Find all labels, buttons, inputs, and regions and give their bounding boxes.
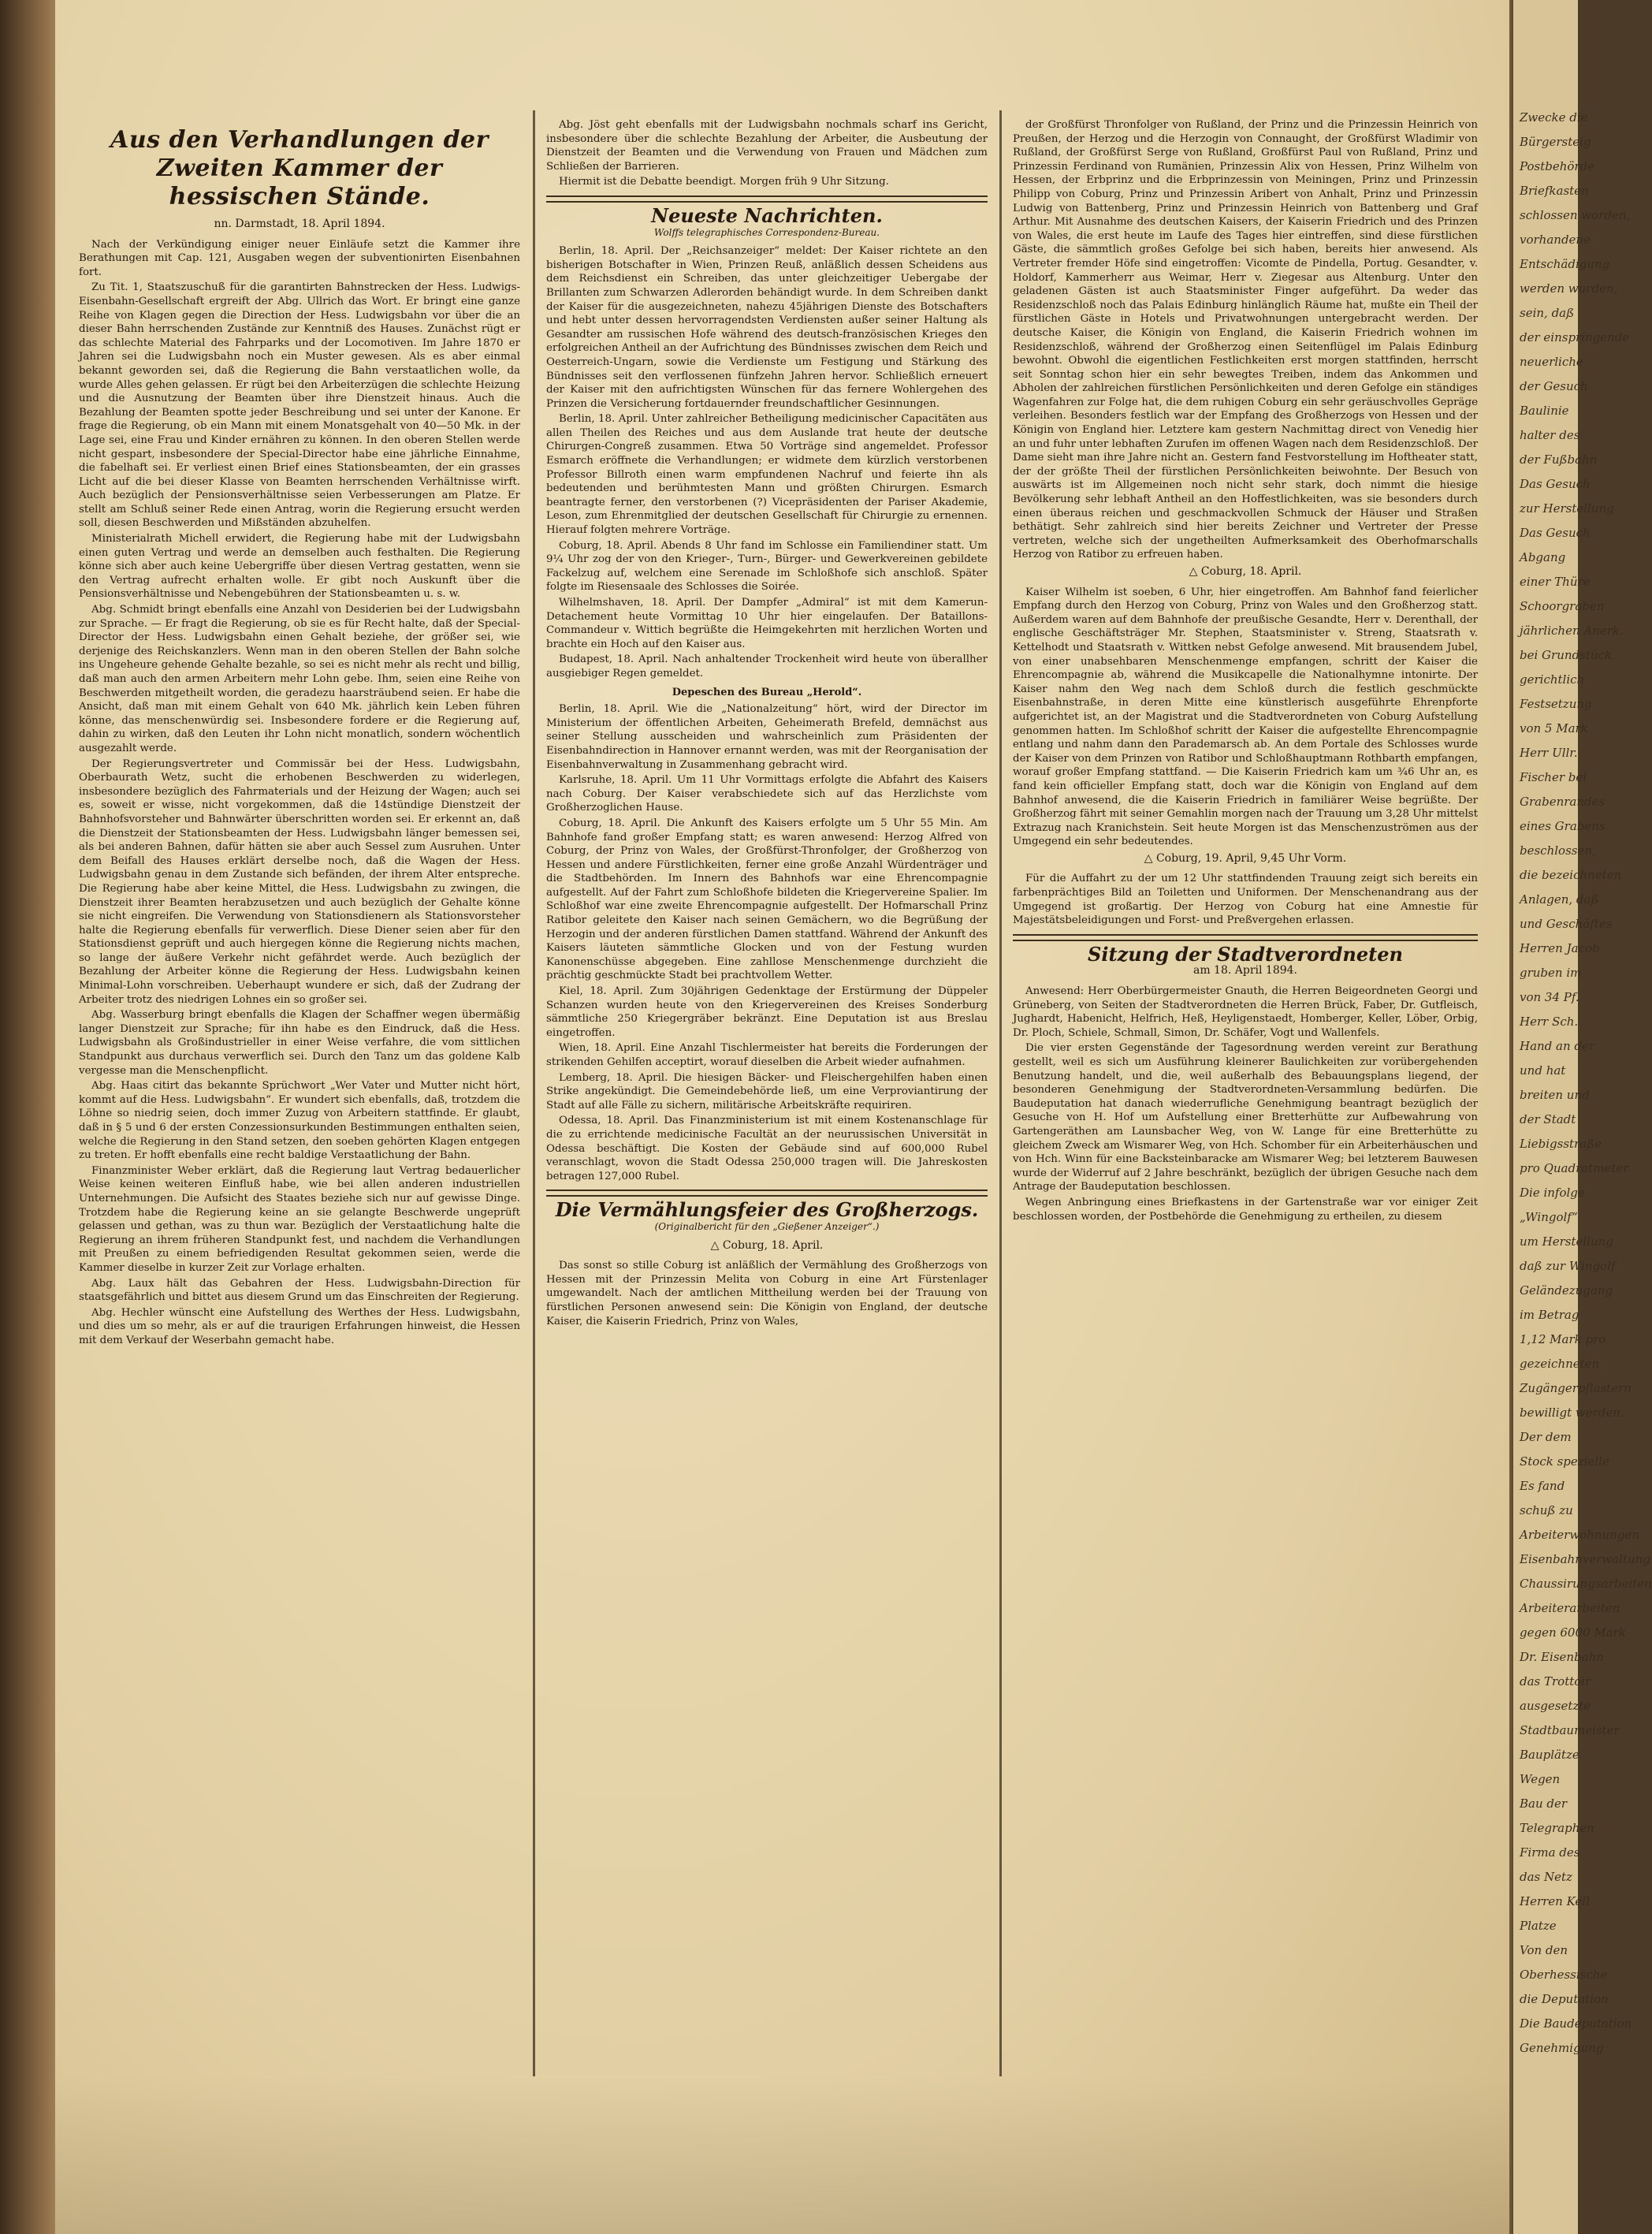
next-page-fragment: neuerliche (1520, 355, 1583, 369)
next-page-fragment: der einspringende (1520, 330, 1630, 344)
news-item: Wilhelmshaven, 18. April. Der Dampfer „Admiral“ ist mit dem Kamerun-Detachement heute Vormittag 10 Uhr hier eingelaufen. Der Bataillons-Commandeur v. Wittich begrüßte die Heimgekehrten mit herzlichen Worten und brachte ein Hoch auf den Kaiser aus. (546, 597, 988, 650)
next-page-fragment: gegen 6000 Mark (1520, 1625, 1626, 1640)
next-page-fragment: werden wurden, (1520, 281, 1618, 296)
section-sub-wedding: (Originalbericht für den „Gießener Anzeiger“.) (654, 1220, 880, 1232)
next-page-fragment: im Betrag (1520, 1308, 1579, 1322)
next-page-fragment: Telegraphen (1520, 1821, 1594, 1835)
next-page-fragment: der Fußbahn (1520, 452, 1598, 467)
article-paragraph: Abg. Schmidt bringt ebenfalls eine Anzahl von Desiderien bei der Ludwigsbahn zur Sprache. — Er fragt die Regierung, ob sie es für Recht halte, daß der Special-Director der Hess. Ludwigsbahn einen Gehalt beziehe, der größer sei, wie derjenige des Reichskanzlers. Wenn man in den oberen Stellen der Bahn solche ins Ungeheure gehende Gehalte bezahle, so sei es nicht mehr als recht und billig, daß man auch den armen Arbeitern mehr Lohn gebe. Ihm, seien eine Reihe von Beschwerden mitgetheilt worden, die geradezu haarsträubend seien. Er habe die Ansicht, daß man mit einem Gehalt von 640 Mk. jährlich kein Leben führen könne, das menschenwürdig sei. Insbesondere fordere er die Regierung auf, dahin zu wirken, daß den Leuten ihr Lohn nicht monatlich, sondern wöchentlich ausgezahlt werde. (79, 604, 520, 754)
council-paragraph: Wegen Anbringung eines Briefkastens in der Gartenstraße war vor einiger Zeit beschlossen worden, der Postbehörde die Genehmigung zu ertheilen, zu diesem (1013, 1196, 1478, 1223)
next-page-fragment: Von den (1520, 1943, 1568, 1957)
next-page-fragment: Firma des (1520, 1845, 1580, 1860)
dispatch-item: Berlin, 18. April. Wie die „Nationalzeitung“ hört, wird der Director im Ministerium der öffentlichen Arbeiten, Geheimerath Brefeld, demnächst aus seiner Stellung ausscheiden und wahrscheinlich zum Präsidenten der Eisenbahndirection in Hannover ernannt werden, was mit der Reorganisation der Eisenbahnverwaltung in Zusammenhang gebracht wird. (546, 703, 988, 771)
article-paragraph: Nach der Verkündigung einiger neuer Einläufe setzt die Kammer ihre Berathungen mit Cap. 121, Ausgaben wegen der subventionirten Eisenbahnen fort. (79, 238, 520, 278)
next-page-fragment: Genehmigung (1520, 2041, 1604, 2055)
headline-chamber: Aus den Verhandlungen der Zweiten Kammer der hessischen Stände. (110, 126, 489, 210)
next-page-fragment: daß zur Wingolf (1520, 1259, 1616, 1273)
next-page-fragment: Die infolge (1520, 1186, 1585, 1200)
next-page-fragment: Stadtbaumeister (1520, 1723, 1620, 1737)
adjacent-page-edge (1512, 0, 1652, 2234)
next-page-fragment: von 34 Pf. (1520, 990, 1579, 1004)
dispatch-item: Wien, 18. April. Eine Anzahl Tischlermeister hat bereits die Forderungen der strikenden Gehilfen acceptirt, worauf dieselben die Arbeit wieder aufnahmen. (546, 1042, 988, 1068)
next-page-fragment: schlossen worden, (1520, 208, 1631, 222)
article-paragraph: Abg. Wasserburg bringt ebenfalls die Klagen der Schaffner wegen übermäßig langer Dienstzeit zur Sprache; für ihn habe es den Eindruck, daß die Hess. Ludwigsbahn als Großindustrieller in einer Weise verfahre, die vom sittlichen Standpunkt aus durchaus verwerflich sei. Durch den Tanz um das goldene Kalb vergesse man die Menschenpflicht. (79, 1009, 520, 1077)
news-item: Berlin, 18. April. Der „Reichsanzeiger“ meldet: Der Kaiser richtete an den bisherigen Botschafter in Wien, Prinzen Reuß, anläßlich dessen Scheidens aus dem Reichsdienst ein Schreiben, das unter gleichzeitiger Uebergabe der Brillanten zum Schwarzen Adlerorden behändigt wurde. In dem Schreiben dankt der Kaiser für die ausgezeichneten, nahezu 45jährigen Dienste des Botschafters und hebt unter dessen hervorragendsten Verdiensten außer seiner Haltung als Gesandter am russischen Hofe während des deutsch-französischen Krieges den erfolgreichen Antheil an der Aufrichtung des Bündnisses zwischen dem Reich und Oesterreich-Ungarn, sowie die Verdienste um Festigung und Stärkung des Bündnisses seit den verflossenen fünfzehn Jahren hervor. Schließlich erneuert der Kaiser mit den aufrichtigsten Wünschen für das fernere Wohlergehen des Prinzen die Versicherung fortdauernder freundschaftlicher Gesinnungen. (546, 245, 988, 410)
section-title-wedding: Die Vermählungsfeier des Großherzogs. (555, 1198, 979, 1222)
next-page-fragment: breiten und (1520, 1088, 1590, 1102)
column-1 (79, 118, 520, 2068)
next-page-fragment: bewilligt werden. (1520, 1406, 1624, 1420)
paragraph-joest: Abg. Jöst geht ebenfalls mit der Ludwigsbahn nochmals scharf ins Gericht, insbesondere über die schlechte Bezahlung der Arbeiter, die Ausbeutung der Dienstzeit der Beamten und die Verwendung von Frauen und Mädchen zum Schließen der Barrieren. (546, 119, 988, 173)
next-page-fragment: um Herstellung (1520, 1234, 1613, 1249)
next-page-fragment: zur Herstellung (1520, 501, 1614, 516)
next-page-fragment: Es fand (1520, 1479, 1565, 1493)
next-page-fragment: Schoorgraben (1520, 599, 1605, 613)
article-paragraph: Ministerialrath Michell erwidert, die Regierung habe mit der Ludwigsbahn einen guten Vertrag und werde an demselben auch festhalten. Die Regierung könne sich aber auch keine Uebergriffe über diesen Vertrag gestatten, wenn sie den Vertrag aufrecht erhalten wolle. Er gibt noch Auskunft über die Pensionsverhältnisse und Nebengebühren der Stationsbeamten u. s. w. (79, 533, 520, 601)
next-page-fragment: einer Thüre (1520, 575, 1591, 589)
article-paragraph: Zu Tit. 1, Staatszuschuß für die garantirten Bahnstrecken der Hess. Ludwigs-Eisenbahn-Gesellschaft ergreift der Abg. Ullrich das Wort. Er bringt eine ganze Reihe von Klagen gegen die Direction der Hess. Ludwigsbahn vor über die an dieser Bahn herrschenden Zustände zur Kenntniß des Hauses. Zunächst rügt er das schlechte Material des Fahrparks und der Locomotiven. Im Jahre 1870 er Jahren sei die Ludwigsbahn noch ein Muster gewesen. Als es aber einmal bekannt geworden sei, daß die Regierung die Bahn verstaatlichen wolle, da wurde Alles gehen gelassen. Er rügt bei den Arbeiterzügen die schlechte Heizung und die Ausnutzung der Beamten über ihre Dienstzeit hinaus. Auch die Bezahlung der Beamten spotte jeder Beschreibung und sei unter der Kanone. Er frage die Regierung, ob ein Mann mit einem Monatsgehalt von 40—50 Mk. in der Lage sei, eine Frau und Kinder ernähren zu können. In den oberen Stellen werde nicht gespart, insbesondere der Special-Director habe eine jährliche Einnahme, die fabelhaft sei. Er verliest einen Brief eines Stationsbeamten, der ein grasses Licht auf die bei dieser Klasse von Beamten herrschenden Verhältnisse wirft. Auch bezüglich der Pensionsverhältnisse seien Verbesserungen am Platze. Er stellt am Schluß seiner Rede einen Antrag, worin die Regierung ersucht werden soll, diesen Beschwerden und Mißständen abzuhelfen. (79, 281, 520, 530)
next-page-fragment: Der dem (1520, 1430, 1572, 1444)
next-page-fragment: pro Quadratmeter (1520, 1161, 1629, 1175)
next-page-fragment: Briefkasten (1520, 184, 1589, 198)
next-page-fragment: Hand an der (1520, 1039, 1595, 1053)
next-page-fragment: von 5 Mark (1520, 721, 1588, 735)
next-page-fragment: sein, daß (1520, 306, 1575, 320)
next-page-fragment: Abgang (1520, 550, 1566, 564)
article-paragraph: Abg. Laux hält das Gebahren der Hess. Ludwigsbahn-Direction für staatsgefährlich und bittet aus diesem Grund um das Einschreiten der Regierung. (79, 1277, 520, 1304)
paragraph-wedding: Das sonst so stille Coburg ist anläßlich der Vermählung des Großherzogs von Hessen mit der Prinzessin Melita von Coburg in eine Art Fürstenlager umgewandelt. Nach der amtlichen Mittheilung werden bei der Trauung von fürstlichen Personen anwesend sein: Die Königin von England, der deutsche Kaiser, die Kaiserin Friedrich, Prinz von Wales, (546, 1260, 988, 1327)
next-page-fragment: Das Gesuch (1520, 477, 1591, 491)
column-2 (546, 118, 988, 2068)
next-page-fragment: Herren Kell (1520, 1894, 1590, 1908)
council-body (1013, 985, 1478, 1223)
column-3 (1013, 118, 1478, 2068)
next-page-fragment: Die Baudeputation (1520, 2016, 1632, 2031)
next-page-fragment: ausgesetzte (1520, 1699, 1591, 1713)
next-page-fragment: Herr Ullr. (1520, 746, 1578, 760)
next-page-fragment: Platze (1520, 1919, 1557, 1933)
next-page-fragment: Herr Sch. (1520, 1015, 1579, 1029)
dateline-darmstadt: nn. Darmstadt, 18. April 1894. (214, 218, 385, 230)
column-rule (999, 110, 1002, 2076)
next-page-fragment: Das Gesuch (1520, 526, 1591, 540)
news-item: Budapest, 18. April. Nach anhaltender Trockenheit wird heute von überallher ausgiebiger Regen gemeldet. (546, 653, 988, 680)
next-page-fragment: Festsetzung (1520, 697, 1592, 711)
next-page-fragment: der Gesuch (1520, 379, 1588, 393)
next-page-fragment: das Trottoir (1520, 1674, 1591, 1689)
council-paragraph: Anwesend: Herr Oberbürgermeister Gnauth, die Herren Beigeordneten Georgi und Grüneberg, von Seiten der Stadtverordneten die Herren Brück, Faber, Dr. Gutfleisch, Jughardt, Habenicht, Helfrich, Heß, Heyligenstaedt, Homberger, Keller, Löber, Orbig, Dr. Ploch, Schiele, Schmall, Simon, Dr. Schäfer, Vogt und Wallenfels. (1013, 985, 1478, 1039)
next-page-fragment: Bau der (1520, 1797, 1568, 1811)
dispatch-item: Lemberg, 18. April. Die hiesigen Bäcker- und Fleischergehilfen haben einen Strike angekündigt. Die Gemeindebehörde ließ, um eine Verproviantirung der Stadt auf alle Fälle zu sichern, militärische Arbeitskräfte requiriren. (546, 1071, 988, 1111)
news-item: Berlin, 18. April. Unter zahlreicher Betheiligung medicinischer Capacitäten aus allen Theilen des Reiches und aus dem Auslande trat heute der deutsche Chirurgen-Congreß zusammen. Etwa 50 Vorträge sind angemeldet. Professor Esmarch eröffnete die Verhandlungen; er widmete dem kürzlich verstorbenen Professor Billroth einen warm empfundenen Nachruf und feierte ihn als bedeutenden und berühmtesten Mann und größten Chirurgen. Esmarch beantragte ferner, den verstorbenen (?) Vicepräsidenten der Pariser Akademie, Leson, zum Ehrenmitglied der deutschen Gesellschaft für Chirurgie zu ernennen. Hierauf folgten mehrere Vorträge. (546, 413, 988, 537)
next-page-fragment: Arbeiterwohnungen (1520, 1528, 1640, 1542)
next-page-fragment: gerichtlich (1520, 672, 1585, 687)
dateline-coburg-3: △ Coburg, 19. April, 9,45 Uhr Vorm. (1144, 851, 1347, 865)
next-page-fragment: Zugängerpflastern (1520, 1381, 1632, 1395)
article-paragraph: Abg. Haas citirt das bekannte Sprüchwort „Wer Vater und Mutter nicht hört, kommt auf die Hess. Ludwigsbahn“. Er wundert sich ebenfalls, daß, trotzdem die Löhne so niedrig seien, doch immer Zuzug von Arbeitern stattfinde. Er glaubt, daß in § 5 und 6 der ersten Conzessionsurkunden Bestimmungen enthalten seien, welche die Regierung in den Stand setzen, den soeben gehörten Klagen entgegen zu treten. Er hofft ebenfalls eine recht baldige Verstaatlichung der Bahn. (79, 1080, 520, 1162)
next-page-fragment: Baulinie (1520, 404, 1569, 418)
next-page-fragment: Postbehörde (1520, 159, 1595, 173)
page-bottom-shading (55, 2076, 1509, 2234)
next-page-fragment: gezeichneten (1520, 1357, 1600, 1371)
next-page-fragment: Grabenrandes (1520, 795, 1605, 809)
next-page-fragment: der Stadt (1520, 1112, 1576, 1126)
council-paragraph: Die vier ersten Gegenstände der Tagesordnung werden vereint zur Berathung gestellt, weil es sich um Ausführung kleinerer Baulichkeiten zur vorübergehenden Benutzung handelt, und die, weil außerhalb des Bebauungsplans liegend, der besonderen Genehmigung der Stadtverordneten-Versammlung bedürfen. Die Baudeputation hat danach wiederrufliche Genehmigung beantragt bezüglich der Gesuche von H. Hof um Aufstellung einer Bretterhütte zur Aufbewahrung von Gartengeräthen am Launsbacher Weg, von W. Lange für eine Bretterhütte zu gleichem Zweck am Wismarer Weg, von Hch. Schomber für ein Arbeiterhäuschen und von Hch. Winn für eine Backsteinbaracke am Wismarer Weg; bei letzterem Bauwesen wurde der Widerruf auf 2 Jahre beschränkt, bezüglich der übrigen Gesuche nach dem Antrage der Baudeputation beschlossen. (1013, 1042, 1478, 1193)
next-page-fragment: „Wingolf“ (1520, 1210, 1578, 1224)
dateline-coburg-2: △ Coburg, 18. April. (1189, 565, 1302, 578)
paragraph-closing: Hiermit ist die Debatte beendigt. Morgen früh 9 Uhr Sitzung. (559, 176, 889, 188)
next-page-fragment: Stock spezielle (1520, 1454, 1609, 1469)
next-page-fragment: Geländezugang (1520, 1283, 1613, 1298)
next-page-fragment: vorhandene (1520, 233, 1591, 247)
paragraph-wedding-morning: Für die Auffahrt zu der um 12 Uhr stattfindenden Trauung zeigt sich bereits ein farbenprächtiges Bild an Toiletten und Uniformen. Der Menschenandrang aus der Umgegend ist großartig. Der Herzog von Coburg hat eine Amnestie für Majestätsbeleidigungen und Forst- und Preßvergehen erlassen. (1013, 873, 1478, 927)
section-divider (546, 195, 988, 203)
article-paragraph: Der Regierungsvertreter und Commissär bei der Hess. Ludwigsbahn, Oberbaurath Wetz, sucht die erhobenen Beschwerden zu widerlegen, insbesondere bezüglich des Fahrmaterials und der Heizung der Wagen; auch sei es, soweit er wisse, nicht vorgekommen, daß die 14stündige Dienstzeit der Bahnhofsvorsteher und Bahnwärter überschritten worden sei. Er erkennt an, daß die Dienstzeit der Stationsbeamten der Hess. Ludwigsbahn länger bemessen sei, als bei anderen Bahnen, dafür hätten sie aber auch Sessel zum Ausruhen. Unter dem Beifall des Hauses erklärt derselbe noch, daß die Wagen der Hess. Ludwigsbahn genau in dem Zustande sich befänden, der ihrem Alter entspreche. Die Regierung habe aber keine Mittel, die Hess. Ludwigsbahn zu zwingen, die Dienstzeit ihrer Beamten herabzusetzen und auch bezüglich der Gehalte könne sie nicht eingreifen. Die Verwendung von Stationsdienern als Stationsvorsteher halte die Regierung ebenfalls für verwerflich. Diese Diener seien aber für den Stationsdienst geprüft und auch hiergegen könne die Regierung nichts machen, so lange der äußere Verkehr nicht gefährdet werde. Auch bezüglich der Bezahlung der Arbeiter könne die Regierung der Hess. Ludwigsbahn keinen Minimal-Lohn vorschreiben. Ueberhaupt wundere er sich, daß der Zudrang der Arbeiter trotz des niedrigen Lohnes ein so großer sei. (79, 758, 520, 1006)
dispatch-item: Kiel, 18. April. Zum 30jährigen Gedenktage der Erstürmung der Düppeler Schanzen wurden heute von den Kriegervereinen des Kreises Sonderburg sämmtliche 250 Kriegergräber bekränzt. Eine Deputation ist aus Breslau eingetroffen. (546, 985, 988, 1039)
article-chamber-body (79, 238, 520, 1348)
next-page-fragment: die bezeichneten (1520, 868, 1622, 882)
section-title-herold: Depeschen des Bureau „Herold“. (672, 686, 862, 698)
next-page-fragment: bei Grundstück (1520, 648, 1612, 662)
next-page-fragment: Oberhessische (1520, 1968, 1608, 1982)
next-page-fragment: 1,12 Mark pro (1520, 1332, 1606, 1346)
next-page-fragment: und hat (1520, 1063, 1566, 1078)
section-title-news: Neueste Nachrichten. (651, 203, 883, 227)
next-page-fragment: und Geschäftes (1520, 917, 1613, 931)
next-page-fragment: Herren Jacob (1520, 941, 1600, 955)
news-list (546, 244, 988, 680)
next-page-fragment: Entschädigung (1520, 257, 1610, 271)
paragraph-kaiser-arrival: Kaiser Wilhelm ist soeben, 6 Uhr, hier eingetroffen. Am Bahnhof fand feierlicher Empfang durch den Herzog von Coburg, Prinz von Wales und den Großherzog statt. Außerdem waren auf dem Bahnhofe der preußische Gesandte, Herr v. Derenthall, der englische Geschäftsträger Mr. Stephen, Staatsminister v. Streng, Staatsrath v. Kettelhodt und Staatsrath v. Wittken nebst Gefolge anwesend. Mit brausendem Jubel, von einer unabsehbaren Menschenmenge empfangen, schritt der Kaiser die Ehrencompagnie ab, während die Musikcapelle die Nationalhymne intonirte. Der Kaiser nahm den Weg nach dem Schloß durch die festlich geschmückte Eisenbahnstraße, in deren Mitte eine künstlerisch ausgeführte Ehrenpforte aufgerichtet ist, an der Magistrat und die Stadtverordneten von Coburg Aufstellung genommen hatten. Im Schloßhof schritt der Kaiser die aufgestellte Ehrencompagnie entlang und nahm dann den Parademarsch ab. An dem Portale des Schlosses wurde der Kaiser von dem Prinzen von Ratibor und Schloßhauptmann Rothbarth empfangen, worauf großer Empfang stattfand. — Die Kaiserin Friedrich kam um ¾6 Uhr an, es fand kein officieller Empfang statt, doch war die Königin von England auf dem Bahnhof anwesend, die die Kaiserin Friedrich in familiärer Weise begrüßte. Der Großherzog fährt mit seiner Gemahlin morgen nach der Trauung um 3,28 Uhr mittelst Extrazug nach Kranichstein. Seit heute Morgen ist das Menschenzuströmen aus der Umgegend ein sehr bedeutendes. (1013, 586, 1478, 848)
next-page-fragment: Arbeiterarbeiten (1520, 1601, 1620, 1615)
next-page-fragment: das Netz (1520, 1870, 1572, 1884)
herold-list (546, 702, 988, 1183)
article-paragraph: der Großfürst Thronfolger von Rußland, der Prinz und die Prinzessin Heinrich von Preußen, der Herzog und die Herzogin von Connaught, der Großfürst Wladimir von Rußland, der Großfürst Serge von Rußland, Großfürst Paul von Rußland, Prinz und Prinzessin Ferdinand von Rumänien, Prinzessin Alix von Hessen, Prinz Wilhelm von Hessen, der Erbprinz und die Erbprinzessin von Meiningen, Prinz und Prinzessin Philipp von Coburg, Prinz und Prinzessin Aribert von Anhalt, Prinz und Prinzessin Ludwig von Battenberg, Prinz und Prinzessin Heinrich von Battenberg und Graf Arthur. Mit Ausnahme des deutschen Kaisers, der Kaiserin Friedrich und des Prinzen von Wales, die erst heute im Laufe des Tages hier eintreffen, sind diese fürstlichen Gäste, die sämmtlich großes Gefolge bei sich haben, bereits hier anwesend. Als Vertreter fremder Höfe sind eingetroffen: Vicomte de Pindella, Portug. Gesandter, v. Holdorf, Kammerherr aus Weimar, Herr v. Ziegesar aus Altenburg. Unter den geladenen Gästen ist auch Staatsminister Finger aufgeführt. Da weder das Residenzschloß noch das Palais Edinburg hinlänglich Räume hat, mußte ein Theil der fürstlichen Gäste in Hotels und Privatwohnungen untergebracht werden. Der deutsche Kaiser, die Königin von England, die Kaiserin Friedrich wohnen im Residenzschloß, während der Großherzog einen Seitenflügel im Palais Edinburg bewohnt. Obwohl die eigentlichen Festlichkeiten erst morgen stattfinden, herrscht seit Sonntag schon hier ein sehr bewegtes Treiben, indem das Ankommen und Abholen der zahlreichen fürstlichen Persönlichkeiten und deren Gefolge ein ständiges Wagenfahren zur Folge hat, die dem ruhigen Coburg ein sehr geräuschvolles Gepräge verleihen. Besonders festlich war der Empfang des Großherzogs von Hessen und der Königin von England hier. Letztere kam gestern Nachmittag direct von Venedig hier an und fuhr unter lebhaften Zurufen im offenen Wagen nach dem Residenzschloß. Der Dame sieht man ihre Jahre nicht an. Gestern fand Festvorstellung im Hoftheater statt, der der größte Theil der fürstlichen Persönlichkeiten beiwohnte. Der Besuch von auswärts ist im Allgemeinen noch nicht sehr stark, doch nimmt die hiesige Bevölkerung sehr lebhaft Antheil an den Hoffestlichkeiten, was sie besonders durch einen überaus reichen und geschmackvollen Schmuck der Häuser und Straßen bethätigt. Sehr zahlreich sind hier bereits Zeichner und Vertreter der Presse vertreten, welche sich der ungetheilten Aufmerksamkeit des Oberhofmarschalls Herzog von Ratibor zu erfreuen haben. (1013, 119, 1478, 561)
article-wedding-continued (1013, 118, 1478, 562)
news-item: Coburg, 18. April. Abends 8 Uhr fand im Schlosse ein Familiendiner statt. Um 9¼ Uhr zog der von den Krieger-, Turn-, Bürger- und Gewerkvereinen gebildete Fackelzug auf, welchem eine Serenade im Schloßhofe sich anschloß. Später folgte im Riesensaale des Schlosses die Soirée. (546, 539, 988, 594)
column-rule (533, 110, 535, 2076)
next-page-fragment: jährlichen Anerk. (1520, 624, 1624, 638)
book-binding (0, 0, 55, 2234)
section-title-council: Sitzung der Stadtverordneten (1088, 942, 1403, 966)
dispatch-item: Odessa, 18. April. Das Finanzministerium ist mit einem Kostenanschlage für die zu errichtende medicinische Facultät an der neurussischen Universität in Odessa beschäftigt. Die Kosten der Gebäude sind auf 600,000 Rubel veranschlagt, wovon die Stadt Odessa 250,000 tragen will. Die Jahreskosten betragen 127,000 Rubel. (546, 1115, 988, 1182)
next-page-fragment: beschlossen, (1520, 843, 1596, 858)
dispatch-item: Coburg, 18. April. Die Ankunft des Kaisers erfolgte um 5 Uhr 55 Min. Am Bahnhofe fand großer Empfang statt; es waren anwesend: Herzog Alfred von Coburg, der Prinz von Wales, der Großfürst-Thronfolger, der Großherzog von Hessen und andere Fürstlichkeiten, ferner eine große Anzahl Würdenträger und die Stadtbehörden. Im Innern des Bahnhofs war eine Ehrencompagnie aufgestellt. Auf der Fahrt zum Schloßhofe bildeten die Kriegervereine Spalier. Im Schloßhof war eine zweite Ehrencompagnie aufgestellt. Der Hofmarschall Prinz Ratibor geleitete den Kaiser nach seinen Gemächern, wo die Begrüßung der Herzogin und der anderen fürstlichen Damen stattfand. Während der Ankunft des Kaisers läuteten sämmtliche Glocken und von der Festung wurden Kanonenschüsse abgegeben. Eine zahllose Menschenmenge durchzieht die prächtig geschmückte Stadt bei prachtvollem Wetter. (546, 817, 988, 982)
article-paragraph: Finanzminister Weber erklärt, daß die Regierung laut Vertrag bedauerlicher Weise keinen weiteren Einfluß habe, wie bei allen anderen industriellen Unternehmungen. Die Aufsicht des Staates beziehe sich nur auf gewisse Dinge. Trotzdem habe die Regierung keine an sie gelangte Beschwerde ungeprüft gelassen und gethan, was zu thun war. Bezüglich der Verstaatlichung halte die Regierung an ihrem früheren Standpunkt fest, und nachdem die Verhandlungen mit Preußen zu einem befriedigenden Resultat gekommen seien, werde die Kammer dieselbe in kurzer Zeit zur Vorlage erhalten. (79, 1164, 520, 1274)
next-page-fragment: Chaussirungsarbeiten (1520, 1577, 1652, 1591)
next-page-fragment: Eisenbahnverwaltung (1520, 1552, 1650, 1566)
dispatch-item: Karlsruhe, 18. April. Um 11 Uhr Vormittags erfolgte die Abfahrt des Kaisers nach Coburg. Der Kaiser verabschiedete sich auf das Herzlichste vom Großherzoglichen Hause. (546, 774, 988, 814)
next-page-fragment: Dr. Eisenbahn (1520, 1650, 1604, 1664)
next-page-fragment: Liebigsstraße (1520, 1137, 1602, 1151)
next-page-fragment: Zwecke die (1520, 110, 1588, 125)
next-page-fragment: Fischer bei (1520, 770, 1587, 784)
section-divider (546, 1190, 988, 1197)
next-page-fragment: schuß zu (1520, 1503, 1573, 1517)
next-page-fragment: Wegen (1520, 1772, 1561, 1786)
next-page-fragment: Bürgersteig (1520, 135, 1591, 149)
dateline-coburg: △ Coburg, 18. April. (710, 1238, 824, 1252)
next-page-fragment: Anlagen, daß (1520, 892, 1599, 907)
section-sub-wolff: Wolffs telegraphisches Correspondenz-Bureau. (653, 226, 880, 238)
next-page-fragment: eines Grabens (1520, 819, 1605, 833)
next-page-fragment: die Deputation (1520, 1992, 1609, 2006)
section-divider (1013, 934, 1478, 941)
next-page-fragment: halter des (1520, 428, 1580, 442)
next-page-fragment: Bauplätze (1520, 1748, 1579, 1762)
article-paragraph: Abg. Hechler wünscht eine Aufstellung des Werthes der Hess. Ludwigsbahn, und dies um so mehr, als er auf die traurigen Erfahrungen hinweist, die Hessen mit dem Verkauf der Weserbahn gemacht habe. (79, 1306, 520, 1346)
next-page-fragment: gruben im (1520, 966, 1582, 980)
council-date: am 18. April 1894. (1192, 964, 1298, 977)
